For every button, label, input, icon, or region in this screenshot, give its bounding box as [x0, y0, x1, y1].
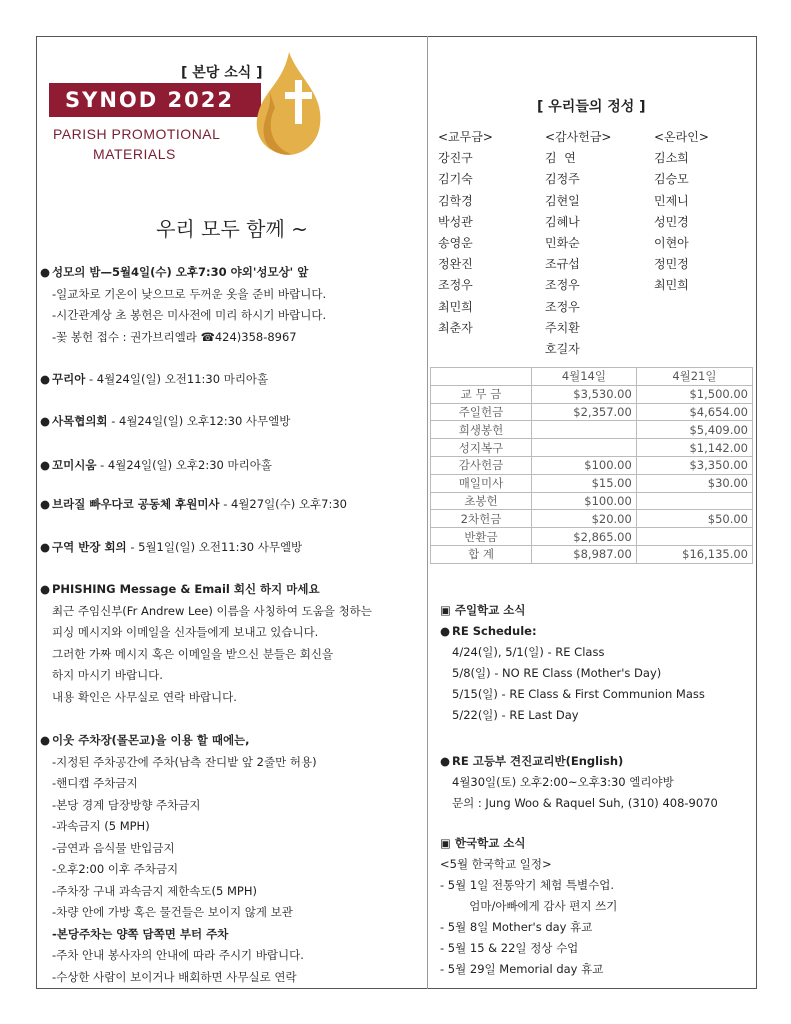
sunday-school-section: ▣ 주일학교 소식 ● RE Schedule: 4/24(일), 5/1(일) - RE Class 5/8(일) - NO RE Class (Mother's Day) 5/15(일) - RE Class & First Communion Mass 5/22(일) - RE Last Day [440, 603, 705, 722]
notice-zone-meeting: ● 구역 반장 회의 - 5월1일(일) 오전11:30 사무엘방 [40, 540, 303, 554]
table-row: 매일미사 $15.00 $30.00 [431, 474, 753, 492]
table-header-row: 4월14일 4월21일 [431, 368, 753, 386]
table-row: 희생봉헌 $5,409.00 [431, 421, 753, 439]
flame-cross-icon [239, 50, 329, 160]
gift-column-thanks: <감사헌금> 김 연 김정주 김현일 김혜나 민화순 조규섭 조정우 조정우 주치환 호길자 [545, 130, 612, 357]
notice-brazil-mass: ● 브라질 빠우다코 공동체 후원미사 - 4월27일(수) 오후7:30 [40, 497, 347, 511]
table-row: 2차헌금 $20.00 $50.00 [431, 510, 753, 528]
table-row: 초봉헌 $100.00 [431, 492, 753, 510]
slogan: 우리 모두 함께 ~ [156, 217, 308, 241]
notice-comitium: ● 꼬미시움 - 4월24일(일) 오후2:30 마리아홀 [40, 458, 272, 472]
logo-band: SYNOD 2022 [49, 83, 261, 117]
notice-pastoral-council: ● 사목협의회 - 4월24일(일) 오후12:30 사무엘방 [40, 414, 291, 428]
gift-column-online: <온라인> 김소희 김승모 민제니 성민경 이현아 정민정 최민희 [654, 130, 709, 293]
left-section-title: [ 본당 소식 ] [181, 65, 263, 81]
notice-phishing: ● PHISHING Message & Email 회신 하지 마세요 최근 주임신부(Fr Andrew Lee) 이름을 사칭하여 도움을 청하는 피싱 메시지와 이메일을 신자들에게 보내고 있습니다. 그러한 가짜 메시지 혹은 이메일을 받으신 분들은 회신을 하지 마시기 바랍니다. 내용 확인은 사무실로 연락 바랍니다. [40, 582, 372, 704]
table-total-row: 합 계 $8,987.00 $16,135.00 [431, 545, 753, 563]
gift-column-dues: <교무금> 강진구 김기숙 김학경 박성관 송영운 정완진 조정우 최민희 최춘자 [438, 130, 493, 335]
table-row: 반환금 $2,865.00 [431, 528, 753, 546]
logo-line1: PARISH PROMOTIONAL [53, 126, 221, 142]
column-divider [427, 36, 428, 989]
table-row: 성지복구 $1,142.00 [431, 439, 753, 457]
korean-school-section: ▣ 한국학교 소식 <5월 한국학교 일정> - 5월 1일 전통악기 체험 특별수업. 엄마/아빠에게 감사 편지 쓰기 - 5월 8일 Mother's day 휴교 - 5월 15 & 22일 정상 수업 - 5월 29일 Memorial day 휴교 [440, 836, 618, 976]
offering-table [430, 367, 753, 564]
table-row: 주일헌금 $2,357.00 $4,654.00 [431, 403, 753, 421]
notice-parking: ● 이웃 주차장(몰몬교)을 이용 할 때에는, -지정된 주차공간에 주차(남측 잔디밭 앞 2줄만 허용) -핸디캡 주차금지 -본당 경계 담장방향 주차금지 -과속금지 (5 MPH) -금연과 음식물 반입금지 -오후2:00 이후 주차금지 -주차장 구내 과속금지 제한속도(5 MPH) -차량 안에 가방 혹은 물건들은 보이지 않게 보관 -본당주차는 양쪽 담쪽면 부터 주차 -주차 안내 봉사자의 안내에 따라 주시기 바랍니다. -수상한 사람이 보이거나 배회하면 사무실로 연락 [40, 733, 317, 984]
notice-rosary-night: ● 성모의 밤—5월4일(수) 오후7:30 야외'성모상' 앞 -일교차로 기온이 낮으므로 두꺼운 옷을 준비 바랍니다. -시간관계상 초 봉헌은 미사전에 미리 하시기 바랍니다. -꽃 봉헌 접수 : 권가브리엘라 ☎424)358-8967 [40, 265, 327, 344]
table-row: 교 무 금 $3,530.00 $1,500.00 [431, 385, 753, 403]
synod-logo [49, 50, 339, 215]
logo-line2: MATERIALS [93, 146, 176, 162]
table-row: 감사헌금 $100.00 $3,350.00 [431, 456, 753, 474]
high-school-confirmation: ● RE 고등부 견진교리반(English) 4월30일(토) 오후2:00~오후3:30 엘리야방 문의 : Jung Woo & Raquel Suh, (310) 408-9070 [440, 754, 718, 810]
right-section-title: [ 우리들의 정성 ] [537, 99, 646, 115]
notice-curia: ● 꾸리아 - 4월24일(일) 오전11:30 마리아홀 [40, 372, 269, 386]
